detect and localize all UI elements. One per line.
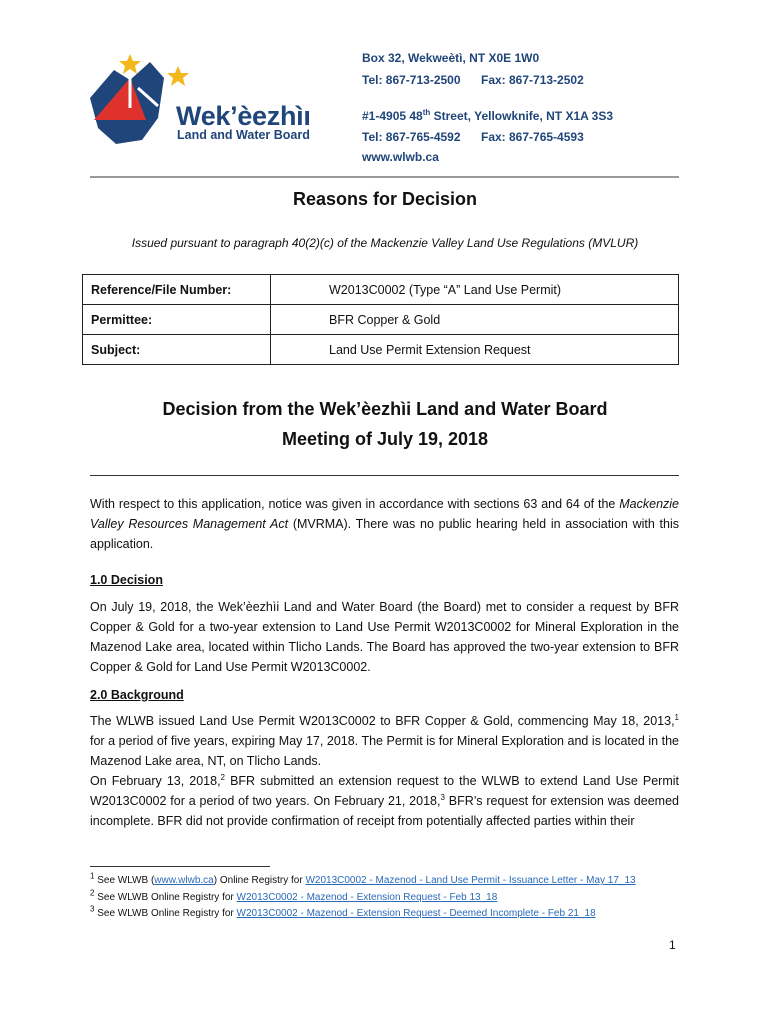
act-name: Mackenzie Valley Resources Management Act xyxy=(90,497,679,531)
address-wekweeti: Box 32, Wekweètì, NT X0E 1W0 xyxy=(362,51,540,65)
footnote-2 xyxy=(90,888,498,903)
table-row xyxy=(83,305,679,335)
footnote-text: ) Online Registry for xyxy=(213,875,306,886)
footnote-text: See WLWB ( xyxy=(94,875,155,886)
footnote-1 xyxy=(90,871,636,886)
footnote-ref[interactable]: 3 xyxy=(440,792,445,802)
section-1-heading: 1.0 Decision xyxy=(90,573,163,587)
section-1-paragraph: On July 19, 2018, the Wek’èezhìi Land and Water Board (the Board) met to consider a request by BFR Copper & Gold for a two-year extension to Land Use Permit W2013C0002 for Mineral Exploration in the Mazenod Lake area, located within Tlicho Lands. The Board has approved the two-year extension to BFR Copper & Gold for Land Use Permit W2013C0002. xyxy=(90,600,679,674)
table-row xyxy=(83,275,679,305)
intro-text-end: (MVRMA). There was no public hearing held in association with this application. xyxy=(90,517,679,551)
fax-wekweeti: Fax: 867-713-2502 xyxy=(481,73,584,87)
address-yellowknife-street: Street, Yellowknife, NT X1A 3S3 xyxy=(430,109,614,123)
header-divider xyxy=(90,176,679,178)
document-title: Reasons for Decision xyxy=(292,189,478,209)
logo-name: Wek’èezhìı xyxy=(176,101,311,131)
address-yellowknife xyxy=(362,109,613,123)
footnote-number: 1 xyxy=(90,871,95,881)
address-yellowknife-number: #1-4905 48 xyxy=(362,109,423,123)
footnote-ref[interactable]: 1 xyxy=(674,712,679,722)
address-superscript: th xyxy=(422,108,431,117)
para-text: for a period of five years, expiring May 17, 2018. The Permit is for Mineral Exploration and is located in the Mazenod Lake area, NT, on Tlicho Lands. xyxy=(90,734,679,768)
para-text: The WLWB issued Land Use Permit W2013C0002 to BFR Copper & Gold, commencing May 18, 2013, xyxy=(90,714,675,728)
decision-heading: Decision from the Wek’èezhìi Land and Water Board xyxy=(162,399,608,419)
row-value: Land Use Permit Extension Request xyxy=(271,335,679,365)
row-label: Permittee: xyxy=(83,305,271,335)
wlwb-website-link[interactable]: www.wlwb.ca xyxy=(154,875,214,886)
meeting-heading: Meeting of July 19, 2018 xyxy=(281,429,489,449)
tel-wekweeti: Tel: 867-713-2500 xyxy=(362,73,461,87)
footnote-text: See WLWB Online Registry for xyxy=(94,892,237,903)
website-link[interactable]: www.wlwb.ca xyxy=(362,150,439,164)
section-divider xyxy=(90,475,679,476)
page-number: 1 xyxy=(669,938,676,952)
row-label: Subject: xyxy=(83,335,271,365)
footnote-3 xyxy=(90,904,596,919)
footnote-text: See WLWB Online Registry for xyxy=(94,908,237,919)
fax-yellowknife: Fax: 867-765-4593 xyxy=(481,130,584,144)
footnote-number: 2 xyxy=(90,888,95,898)
section-2-heading: 2.0 Background xyxy=(90,688,184,702)
intro-paragraph xyxy=(90,494,679,554)
registry-link-issuance[interactable]: W2013C0002 - Mazenod - Land Use Permit - Issuance Letter - May 17_13 xyxy=(305,875,636,886)
intro-text-start: With respect to this application, notice was given in accordance with sections 63 and 64 of the xyxy=(90,497,620,511)
footnote-divider xyxy=(90,866,270,867)
footnote-ref[interactable]: 2 xyxy=(220,772,225,782)
reference-table xyxy=(82,274,679,365)
table-row xyxy=(83,335,679,365)
document-subtitle: Issued pursuant to paragraph 40(2)(c) of the Mackenzie Valley Land Use Regulations (MVLUR) xyxy=(131,236,639,250)
section-2-paragraph-1 xyxy=(90,711,679,771)
row-label: Reference/File Number: xyxy=(83,275,271,305)
row-value: BFR Copper & Gold xyxy=(271,305,679,335)
section-2-paragraph-2 xyxy=(90,771,679,831)
registry-link-deemed-incomplete[interactable]: W2013C0002 - Mazenod - Extension Request - Deemed Incomplete - Feb 21_18 xyxy=(236,908,596,919)
footnote-number: 3 xyxy=(90,904,95,914)
para-text: BFR’s request for extension was deemed incomplete. BFR did not provide confirmation of receipt from potentially affected parties within their xyxy=(90,794,679,828)
tel-yellowknife: Tel: 867-765-4592 xyxy=(362,130,461,144)
para-text: BFR submitted an extension request to the WLWB to extend Land Use Permit W2013C0002 for a period of two years. On February 21, 2018, xyxy=(90,774,679,808)
row-value: W2013C0002 (Type “A” Land Use Permit) xyxy=(271,275,679,305)
logo-subtitle: Land and Water Board xyxy=(177,128,310,142)
registry-link-extension-request[interactable]: W2013C0002 - Mazenod - Extension Request - Feb 13_18 xyxy=(236,892,498,903)
para-text: On February 13, 2018, xyxy=(90,774,221,788)
